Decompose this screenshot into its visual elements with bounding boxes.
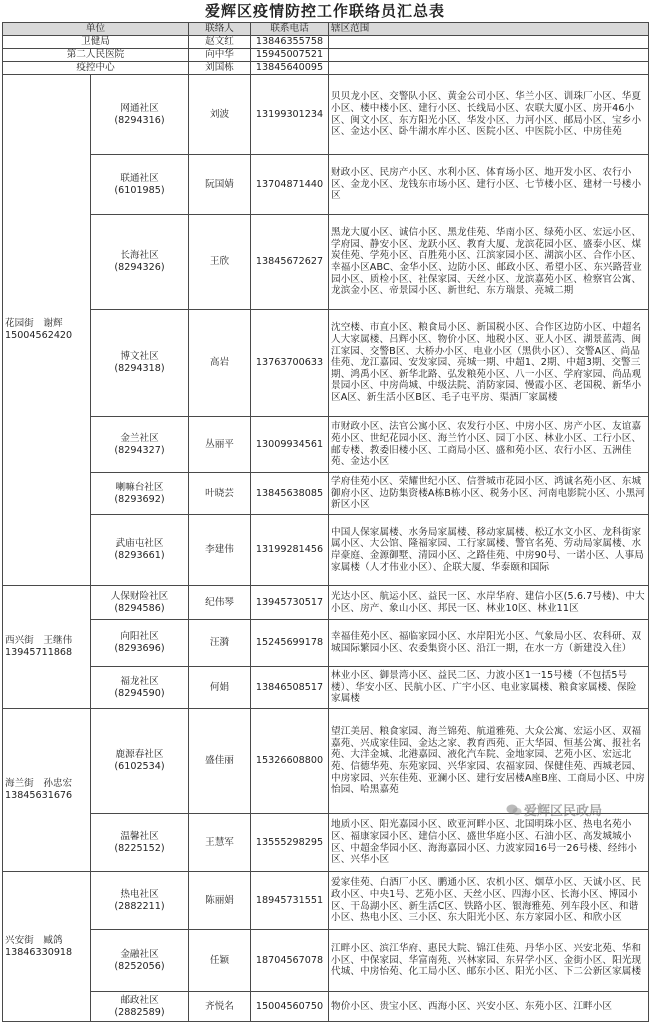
community-code: (8294327) — [114, 444, 165, 456]
community-area: 黑龙大厦小区、诚信小区、黑龙佳苑、华南小区、绿苑小区、宏远小区、学府园、静安小区、龙跃小区、教育大厦、龙滨花园小区、盛泰小区、煤炭佳苑、学苑小区、百胜苑小区、江滨家园小区、湖滨小区、合作小区、幸福小区ABC、金华小区、边防小区、邮政小区、希望小区、东兴路营业园小区、质检小区、社保家园、天丝小区、龙滨嘉苑小区、检察官公寓、龙滨金小区、帝景园小区、新世纪、东方瑞景、亮城二期 — [329, 215, 649, 310]
street-cell — [3, 586, 91, 709]
community-code: (6101985) — [114, 184, 165, 196]
community-row — [3, 667, 649, 709]
community-row — [3, 75, 649, 155]
community-area: 学府佳苑小区、荣耀世纪小区、信誉城市花园小区、鸿诚名苑小区、东城御府小区、边防集资楼A栋B栋小区、税务小区、河南电影院小区、小黑河新区小区 — [329, 473, 649, 515]
community-code: (8294586) — [114, 602, 165, 614]
community-cell — [91, 515, 189, 586]
community-row — [3, 992, 649, 1022]
community-area: 市财政小区、法官公寓小区、农发行小区、中房小区、房产小区、友谊嘉苑小区、世纪花园小区、海兰竹小区、园丁小区、林业小区、工行小区、邮专楼、教委旧楼小区、工商局小区、盛和苑小区、农行小区、五洲佳苑、金达小区 — [329, 417, 649, 473]
community-code: (6102534) — [114, 761, 165, 772]
community-name: 鹿源春社区 — [115, 749, 164, 761]
community-row — [3, 515, 649, 586]
community-code: (8252056) — [114, 960, 165, 972]
community-code: (8293696) — [114, 643, 165, 654]
community-cell — [91, 473, 189, 515]
community-area: 沈空楼、市直小区、粮食局小区、新国税小区、合作区边防小区、中超名人大家属楼、吕辉小区、物价小区、地税小区、亚人小区、湖景蓝湾、闽江家园、交警B区、大桥办小区、电业小区（黑供小区）、交警A区、尚品佳苑、龙江嘉园、安发家园、亮城一期、中超1、2期、中超3期、交警三期、鸿禹小区、新华北路、弘发粮苑小区、八一小区、学府家园、尚品观景园小区、中房尚城、中级法院、消防家园、慢霞小区、老国税、新华小区A区、新生活小区B区、毛子屯平房、渠酒厂家属楼 — [329, 310, 649, 417]
street-phone: 13945711868 — [5, 647, 73, 658]
community-name: 网通社区 — [120, 102, 159, 114]
community-row — [3, 310, 649, 417]
community-area: 光达小区、航运小区、益民一区、水岸华府、建信小区(5.6.7号楼)、中大小区、房产、象山小区、邦民一区、林业10区、林业11区 — [329, 586, 649, 620]
community-contact: 叶晓芸 — [189, 473, 251, 515]
page-title: 爱辉区疫情防控工作联络员汇总表 — [204, 2, 445, 20]
community-contact: 李建伟 — [189, 515, 251, 586]
street-cell — [3, 872, 91, 1022]
community-row — [3, 473, 649, 515]
unit-area — [329, 36, 649, 49]
community-phone: 18704567078 — [251, 930, 329, 992]
watermark — [506, 800, 646, 824]
community-phone: 13199281456 — [251, 515, 329, 586]
community-name: 联通社区 — [120, 172, 159, 184]
community-cell — [91, 620, 189, 667]
community-name: 温馨社区 — [120, 830, 159, 842]
street-name: 兴安街 臧鸽 — [5, 934, 63, 946]
community-cell — [91, 417, 189, 473]
community-phone: 15004560750 — [251, 992, 329, 1022]
community-cell — [91, 586, 189, 620]
unit-phone: 15945007521 — [251, 49, 329, 62]
community-phone: 13845638085 — [251, 473, 329, 515]
community-contact: 王慧军 — [189, 814, 251, 872]
community-contact: 王欣 — [189, 215, 251, 310]
community-name: 武庙屯社区 — [115, 538, 164, 550]
community-code: (2882589) — [114, 1006, 165, 1018]
watermark-text: 爱辉区民政局 — [524, 804, 603, 819]
community-area: 地质小区、阳光嘉园小区、欧亚河畔小区、北国明珠小区、热电名苑小区、福康家园小区、建信小区、盛世华庭小区、石油小区、高发城城小区、中超金华园小区、海海嘉园小区、力波家园16号一26号楼、经纬小区、兴华小区 — [329, 814, 649, 872]
community-area: 林业小区、御景湾小区、益民二区、力波小区1一15号楼（不包括5号楼）、华安小区、民航小区、广宇小区、电业家属楼、粮食家属楼、保险家属楼 — [329, 667, 649, 709]
community-phone: 13763700633 — [251, 310, 329, 417]
community-contact: 陈丽娟 — [189, 872, 251, 930]
street-name: 西兴街 王继伟 — [5, 635, 73, 647]
header-area: 辖区范围 — [329, 23, 649, 36]
street-phone: 13846330918 — [5, 946, 73, 958]
street-name: 花园街 谢辉 — [5, 318, 63, 330]
unit-name: 疫控中心 — [3, 62, 189, 75]
community-contact: 任颖 — [189, 930, 251, 992]
community-contact: 盛佳丽 — [189, 709, 251, 814]
community-phone: 13555298295 — [251, 814, 329, 872]
community-cell — [91, 814, 189, 872]
unit-area — [329, 49, 649, 62]
community-cell — [91, 872, 189, 930]
community-phone: 13846508517 — [251, 667, 329, 709]
community-contact: 丛丽平 — [189, 417, 251, 473]
community-area: 中国人保家属楼、水务局家属楼、移动家属楼、松辽水文小区、龙科街家属小区、大公馆、隆福家园、工行家属楼、警官名苑、劳动局家属楼、水岸豪庭、金源御墅、清园小区、之路佳苑、中房90号、一诺小区、人事局家属楼（人才伟业小区）、企联大厦、华泰颐和国际 — [329, 515, 649, 586]
community-code: (8225152) — [114, 842, 165, 854]
community-name: 人保财险社区 — [110, 590, 169, 602]
community-phone: 13704871440 — [251, 155, 329, 215]
unit-row — [3, 49, 649, 62]
header-contact: 联络人 — [189, 23, 251, 36]
community-cell — [91, 709, 189, 814]
community-phone: 15326608800 — [251, 709, 329, 814]
community-name: 邮政社区 — [120, 994, 159, 1006]
community-cell — [91, 215, 189, 310]
community-contact: 汪漪 — [189, 620, 251, 667]
community-code: (8294316) — [114, 114, 165, 126]
community-phone: 13945730517 — [251, 586, 329, 620]
community-code: (8294590) — [114, 687, 165, 699]
community-name: 热电社区 — [120, 888, 159, 900]
community-area: 财政小区、民房产小区、水利小区、体育场小区、地开发小区、农行小区、金龙小区、龙钱东市场小区、建行小区、七节楼小区、建材一号楼小区 — [329, 155, 649, 215]
community-row — [3, 155, 649, 215]
chat-bubble-icon — [506, 803, 522, 817]
unit-phone: 13846355758 — [251, 36, 329, 49]
community-area: 贝贝龙小区、交警队小区、黄金公司小区、华兰小区、训珠厂小区、华夏小区、楼中楼小区、建行小区、长线局小区、农联大厦小区、房开46小区、闽文小区、东方阳光小区、华发小区、力河小区、邮局小区、宝乡小区、金达小区、卧牛湖水库小区、医院小区、中医院小区、中房佳苑 — [329, 75, 649, 155]
unit-phone: 13845640095 — [251, 62, 329, 75]
header-unit: 单位 — [3, 23, 189, 36]
community-code: (8294326) — [114, 262, 165, 273]
community-contact: 纪伟琴 — [189, 586, 251, 620]
community-code: (8293692) — [114, 493, 165, 505]
community-phone: 15245699178 — [251, 620, 329, 667]
unit-contact: 向中华 — [189, 49, 251, 62]
community-area: 爱家佳苑、白酒厂小区、鹏通小区、农机小区、烟草小区、天诚小区、民政小区、中央1号、艺苑小区、天丝小区、四海小区、长海小区、博园小区、干岛湖小区、新生活C区、铁路小区、银海雅苑、列车段小区、和谐小区、热电小区、三小区、东大阳光小区、东方家园小区、和欣小区 — [329, 872, 649, 930]
header-phone: 联系电话 — [251, 23, 329, 36]
community-row — [3, 215, 649, 310]
community-area: 望江美居、粮食家园、海兰锦苑、航道雅苑、大众公寓、宏运小区、双福嘉苑、兴成家佳园、金达之家、教育西苑、正大华园、恒基公寓、报社名苑、大洋金城、北港嘉园、液化汽车院、金地家园、艺苑小区、宏远北苑、信德华苑、东苑家园、兴华家园、农福家园、保健佳苑、西城老园、中房家园、兴东佳苑、亚澜小区、建行安居楼A座B座、工商局小区、中房怡园、哈黑嘉苑 — [329, 709, 649, 814]
community-code: (2882211) — [114, 900, 165, 912]
community-row — [3, 417, 649, 473]
street-cell — [3, 709, 91, 872]
unit-name: 第二人民医院 — [3, 49, 189, 62]
community-phone: 13009934561 — [251, 417, 329, 473]
community-row — [3, 709, 649, 814]
community-code: (8294318) — [114, 363, 165, 374]
community-row — [3, 872, 649, 930]
community-cell — [91, 667, 189, 709]
community-cell — [91, 75, 189, 155]
community-row — [3, 620, 649, 667]
community-row — [3, 930, 649, 992]
community-name: 长海社区 — [120, 250, 159, 262]
community-name: 福龙社区 — [120, 675, 159, 687]
community-cell — [91, 930, 189, 992]
community-phone: 13845672627 — [251, 215, 329, 310]
contact-table — [2, 22, 649, 1022]
community-contact: 齐悦名 — [189, 992, 251, 1022]
community-area: 物价小区、贵宝小区、西海小区、兴安小区、东苑小区、江畔小区 — [329, 992, 649, 1022]
community-contact: 阮国婧 — [189, 155, 251, 215]
community-phone: 13199301234 — [251, 75, 329, 155]
community-cell — [91, 992, 189, 1022]
community-name: 博文社区 — [120, 351, 159, 363]
community-name: 喇嘛台社区 — [115, 481, 164, 493]
community-name: 金融社区 — [120, 948, 159, 960]
community-name: 向阳社区 — [120, 631, 159, 643]
unit-row — [3, 62, 649, 75]
street-cell — [3, 75, 91, 586]
street-phone: 15004562420 — [5, 330, 73, 341]
community-contact: 何娟 — [189, 667, 251, 709]
community-phone: 18945731551 — [251, 872, 329, 930]
community-contact: 高岩 — [189, 310, 251, 417]
community-name: 金兰社区 — [120, 432, 159, 444]
header-row — [3, 23, 649, 36]
community-area: 幸福佳苑小区、福临家园小区、水岸阳光小区、气象局小区、农科研、双城国际繁园小区、农委集资小区、沿江一期，在水一方（新建没入住） — [329, 620, 649, 667]
street-phone: 13845631676 — [5, 790, 73, 801]
street-name: 海兰街 孙忠宏 — [5, 778, 73, 790]
unit-contact: 刘国栋 — [189, 62, 251, 75]
community-cell — [91, 155, 189, 215]
unit-area — [329, 62, 649, 75]
unit-contact: 赵文红 — [189, 36, 251, 49]
unit-row — [3, 36, 649, 49]
community-contact: 刘波 — [189, 75, 251, 155]
community-cell — [91, 310, 189, 417]
community-area: 江畔小区、滨江华府、惠民大院、锦江佳苑、丹华小区、兴安北苑、华和小区、中保家园、华富南苑、兴林家园、东昇学小区、金街小区、阳光现代城、中房怡苑、化工局小区、邮东小区、阳光小区、下二公新区家属楼 — [329, 930, 649, 992]
community-row — [3, 586, 649, 620]
community-code: (8293661) — [114, 550, 165, 561]
unit-name: 卫健局 — [3, 36, 189, 49]
